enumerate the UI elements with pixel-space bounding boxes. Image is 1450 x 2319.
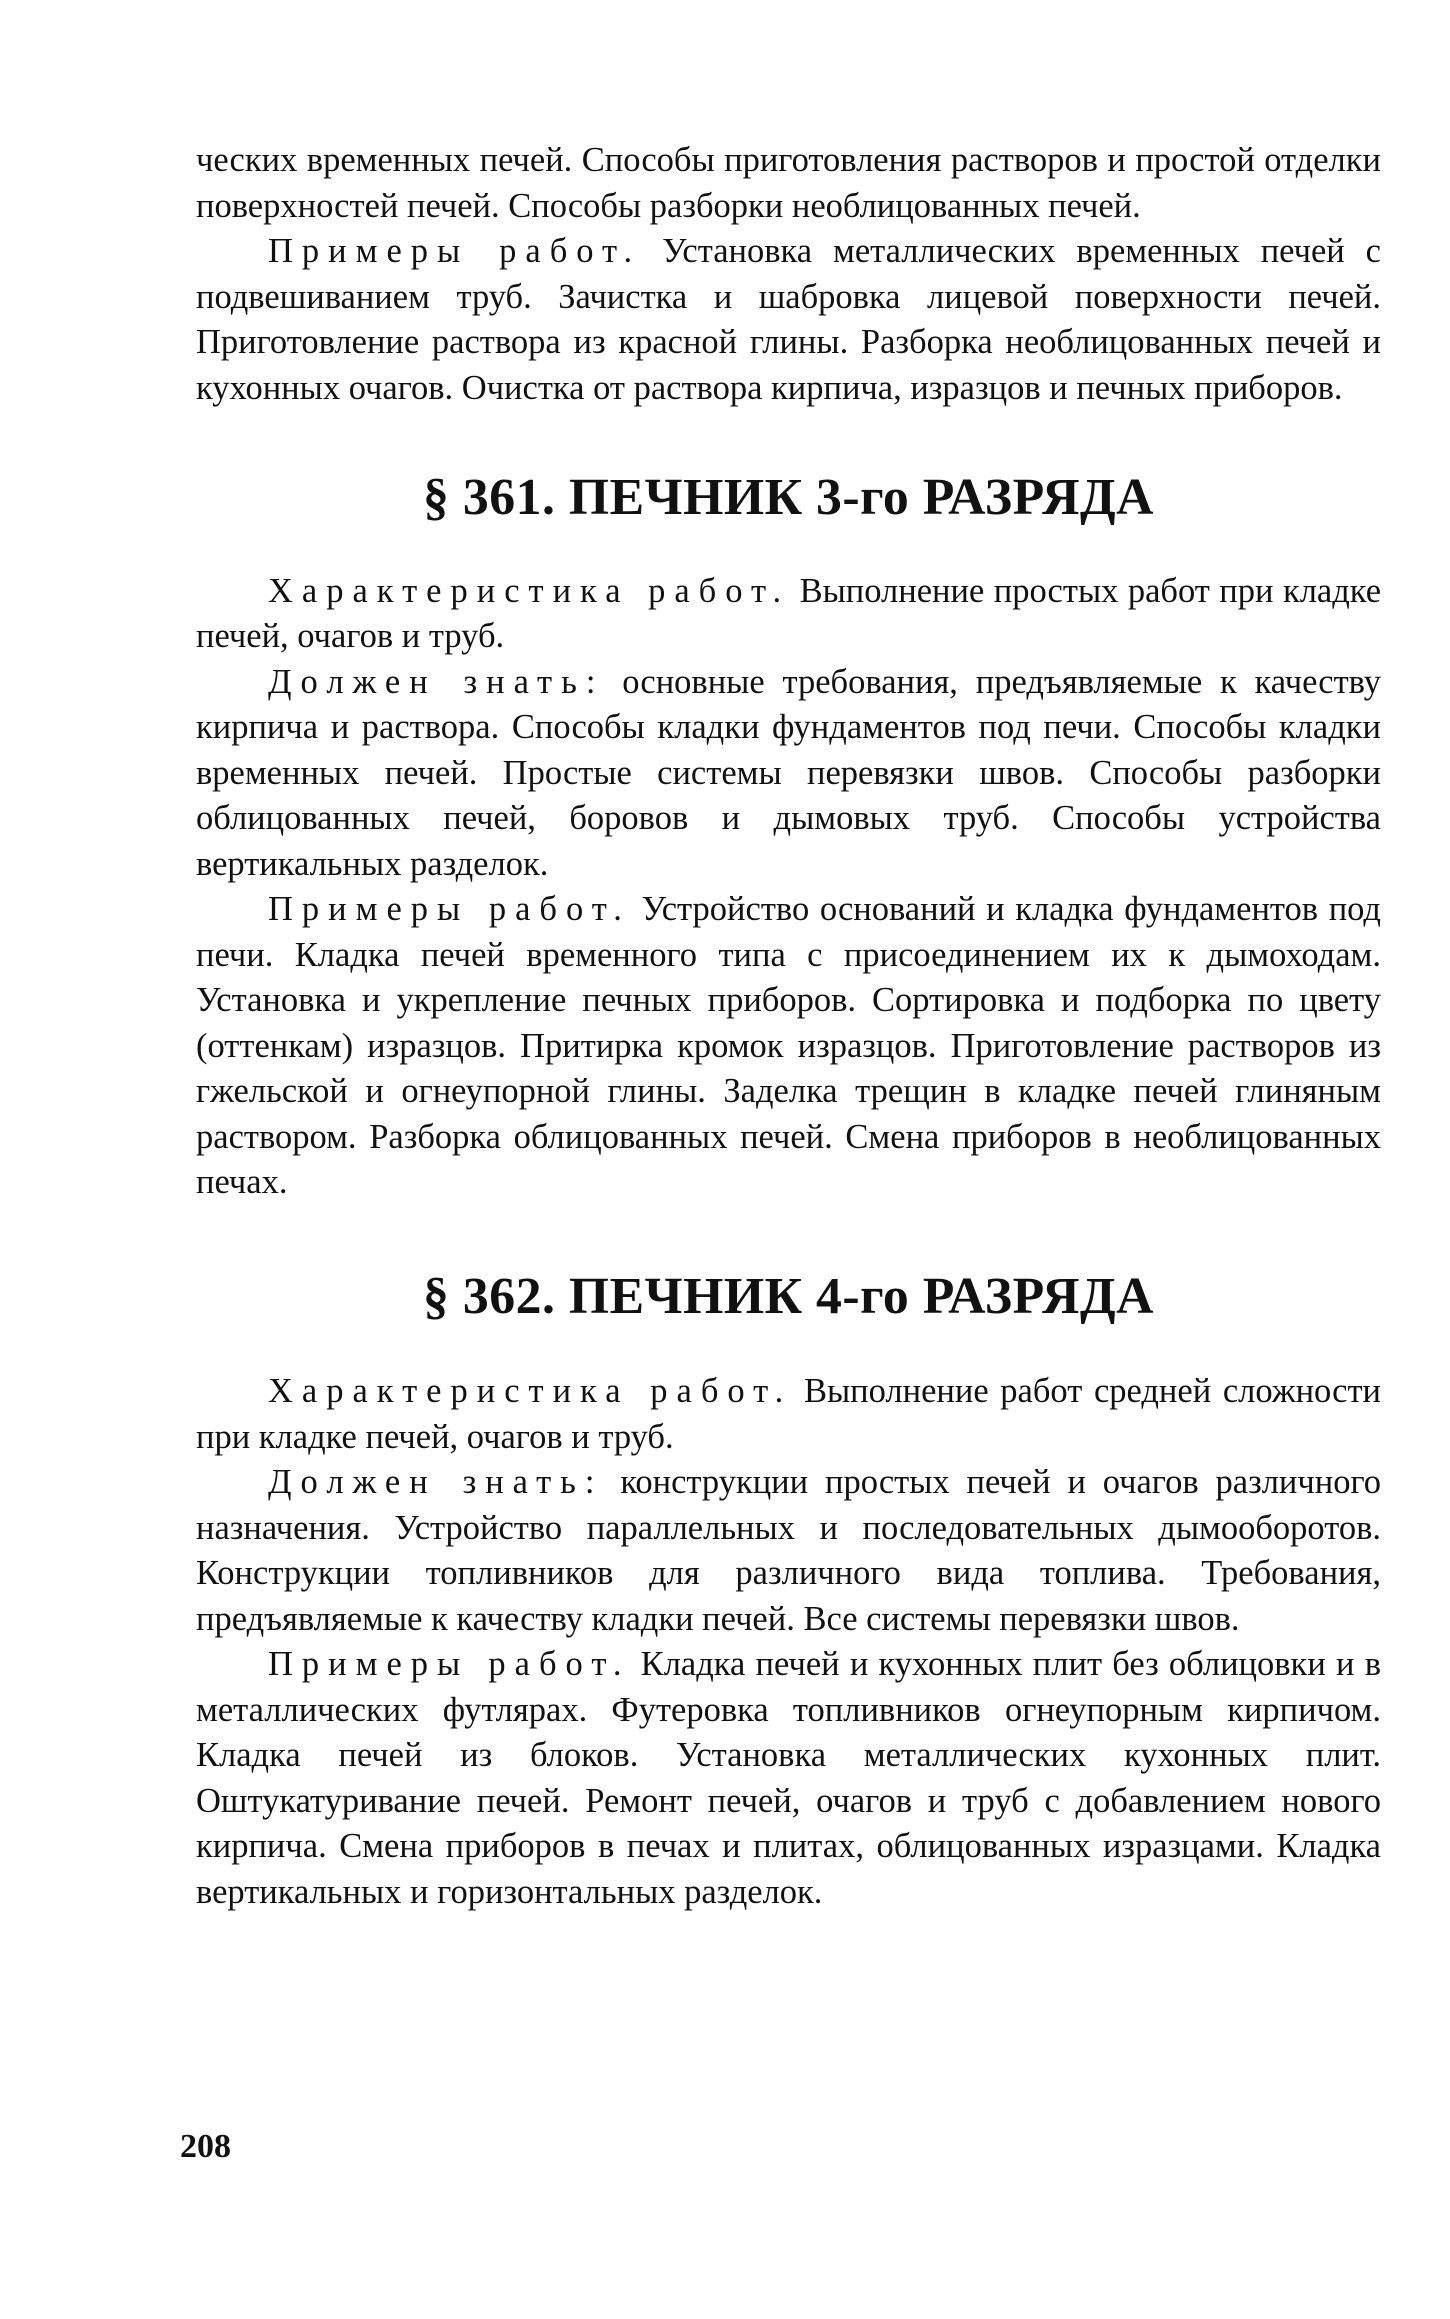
intro-paragraph [196,138,1381,229]
intro-examples-label: Примеры работ. [268,232,642,270]
section-361-knowledge-text: основные требования, предъявляемые к качеству кирпича и раствора. Способы кладки фундаментов под печи. Способы кладки временных печей. Простые системы перевязки швов. Способы разборки облицованных печей, боровов и дымовых труб. Способы устройства вертикальных разделок. [196,662,1382,883]
section-361-knowledge-label: Должен знать: [268,662,605,701]
section-362-heading: § 362. ПЕЧНИК 4-го РАЗРЯДА [423,1267,1154,1325]
section-361-characteristic-text: Выполнение простых работ при кладке печей, очагов и труб. [196,571,1382,655]
section-362-knowledge [196,1460,1381,1642]
intro-examples-paragraph [196,229,1381,411]
intro-examples-text: Установка металлических временных печей с подвешиванием труб. Зачистка и шабровка лицевой поверхности печей. Приготовление раствора из красной глины. Разборка необлицованных печей и кухонных очагов. Очистка от раствора кирпича, изразцов и печных приборов. [196,232,1381,407]
section-361-examples [196,887,1381,1206]
page-body [196,138,1381,1915]
section-362-examples-text: Кладка печей и кухонных плит без облицовки и в металлических футлярах. Футеровка топливников огнеупорным кирпичом. Кладка печей из блоков. Установка металлических кухонных плит. Оштукатуривание печей. Ремонт печей, очагов и труб с добавлением нового кирпича. Смена приборов в печах и плитах, облицованных изразцами. Кладка вертикальных и горизонтальных разделок. [196,1645,1381,1911]
page-number: 208 [180,2128,231,2165]
section-362-characteristic-text: Выполнение работ средней сложности при кладке печей, очагов и труб. [196,1372,1382,1456]
section-361-examples-text: Устройство оснований и кладка фундаментов под печи. Кладка печей временного типа с присоединением их к дымоходам. Установка и укрепление печных приборов. Сортировка и подборка по цвету (оттенкам) изразцов. Притирка кромок изразцов. Приготовление растворов из гжельской и огнеупорной глины. Заделка трещин в кладке печей глиняным раствором. Разборка облицованных печей. Смена приборов в необлицованных печах. [196,890,1381,1201]
section-361-heading: § 361. ПЕЧНИК 3-го РАЗРЯДА [423,469,1154,526]
section-362-characteristic-label: Характеристика работ. [268,1372,793,1410]
section-361-characteristic [196,569,1381,660]
intro-text: ческих временных печей. Способы приготовления растворов и простой отделки поверхностей печей. Способы разборки необлицованных печей. [196,141,1381,225]
section-362-examples-label: Примеры работ. [268,1645,631,1683]
section-362-examples [196,1642,1381,1915]
section-361-examples-label: Примеры работ. [268,890,631,928]
section-362-characteristic [196,1369,1381,1460]
section-361-knowledge [196,660,1381,888]
section-362-knowledge-text: конструкции простых печей и очагов различного назначения. Устройство параллельных и последовательных дымооборотов. Конструкции топливников для различного вида топлива. Требования, предъявляемые к качеству кладки печей. Все системы перевязки швов. [196,1463,1381,1638]
section-362-knowledge-label: Должен знать: [268,1463,604,1501]
section-361-characteristic-label: Характеристика работ. [268,571,791,610]
